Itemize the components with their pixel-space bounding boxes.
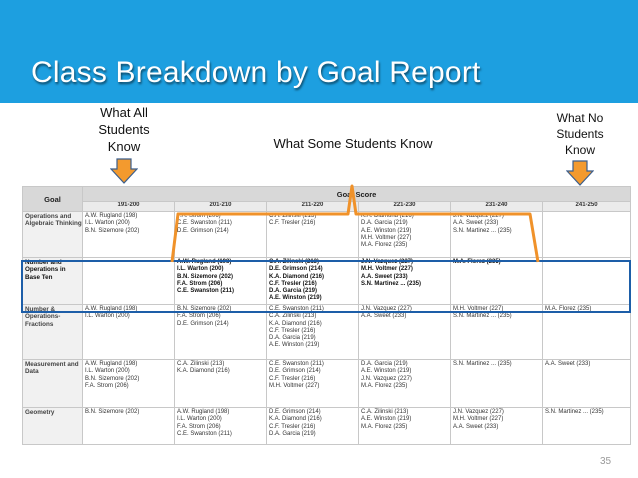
student-entry: D.E. Grimson (214) [269,266,323,273]
student-entry: F.A. Strom (206) [177,313,221,320]
goal-name-line: Number and [25,259,62,266]
student-entry: C.E. Swanston (211) [177,288,235,295]
score-range-cell [359,212,451,258]
down-arrow-shape [567,161,593,185]
callout-line: Know [564,143,596,157]
score-range-cell [83,258,175,305]
score-range-cell [175,305,267,360]
table-row [23,360,631,408]
score-range-cell [543,360,631,408]
student-entry: I.L. Warton (200) [85,220,130,227]
student-entry: C.E. Swanston (211) [269,306,324,312]
goal-name-line: Operations and [25,213,72,220]
student-entry: F.A. Strom (206) [177,423,221,430]
score-range-cell [359,360,451,408]
student-entry: C.F. Tresler (216) [269,280,317,287]
student-entry: C.E. Swanston (211) [269,361,324,367]
student-entry: C.F. Tresler (216) [269,375,316,382]
student-entry: A.W. Rugland (198) [85,306,138,312]
student-entry: A.W. Rugland (198) [177,409,230,415]
score-range-header: 201-210 [175,202,267,212]
student-entry: A.E. Winston (219) [269,295,322,302]
student-entry: D.A. Garcia (219) [361,220,408,227]
score-range-cell [543,408,631,445]
callout-line: What No [556,111,604,125]
student-entry: K.A. Diamond (216) [177,368,230,375]
student-entry: J.N. Vazquez (227) [361,375,412,382]
student-entry: M.A. Florez (235) [545,306,592,312]
student-entry: M.H. Voltmer (227) [453,416,504,423]
down-arrow-icon [110,158,138,184]
student-entry: J.N. Vazquez (227) [453,409,504,415]
student-entry: A.E. Winston (219) [361,227,412,234]
score-range-header: 241-250 [543,202,631,212]
goal-name-cell [23,212,83,258]
student-entry: F.A. Strom (206) [177,213,221,219]
student-entry: D.E. Grimson (214) [177,320,229,327]
student-entry: K.A. Diamond (216) [361,213,414,219]
score-range-cell [543,305,631,360]
student-entry: C.F. Tresler (216) [269,423,316,430]
student-entry: B.N. Sizemore (202) [85,409,140,415]
student-entry: D.E. Grimson (214) [177,227,229,234]
student-entry: I.L. Warton (200) [177,416,222,423]
student-entry: A.A. Sweet (233) [453,423,499,430]
callout-line: Students [98,122,150,137]
callout-line: Know [107,139,141,154]
goal-score-table [22,186,631,445]
score-range-cell [175,408,267,445]
student-entry: C.A. Zilinski (213) [269,213,317,219]
goal-name-line: Operations in [25,266,66,274]
score-range-header: 191-200 [83,202,175,212]
score-range-cell [267,360,359,408]
score-range-cell [543,212,631,258]
student-entry: A.A. Sweet (233) [545,361,591,367]
student-entry: K.A. Diamond (216) [269,320,322,327]
goal-name-line: Operations- [25,313,61,321]
score-range-cell [451,360,543,408]
student-entry: I.L. Warton (200) [85,313,130,320]
score-range-cell [451,408,543,445]
student-entry: A.A. Sweet (233) [361,313,407,320]
score-range-header-row [23,202,631,212]
score-range-header: 221-230 [359,202,451,212]
table-row [23,305,631,360]
callout-line: What All [100,105,148,120]
score-range-cell [451,258,543,305]
goal-name-line: Algebraic Thinking [25,220,82,228]
student-entry: A.E. Winston (219) [361,368,412,375]
goal-name-cell [23,408,83,445]
score-range-cell [267,408,359,445]
score-range-cell [359,408,451,445]
score-range-cell [359,258,451,305]
student-entry: C.F. Tresler (216) [269,327,316,334]
student-entry: C.A. Zilinski (213) [269,259,320,265]
goal-name-cell [23,305,83,360]
score-range-header: 231-240 [451,202,543,212]
callout-what-no-students-know [540,110,620,158]
student-entry: C.A. Zilinski (213) [177,361,225,367]
student-entry: B.N. Sizemore (202) [85,227,140,234]
down-arrow-icon [566,160,594,186]
student-entry: D.E. Grimson (214) [269,409,321,415]
student-entry: S.N. Martinez ... (235) [545,409,604,415]
score-range-cell [451,212,543,258]
callout-line: Students [556,127,604,141]
slide-number: 35 [600,456,612,467]
student-entry: I.L. Warton (200) [177,266,224,273]
slide-title: Class Breakdown by Goal Report [31,56,481,89]
goal-name-cell [23,360,83,408]
score-range-cell [359,305,451,360]
goal-name-line: Fractions [25,320,54,328]
student-entry: A.A. Sweet (233) [361,273,408,280]
score-range-cell [543,258,631,305]
student-entry: M.A. Florez (235) [361,423,408,430]
student-entry: M.H. Voltmer (227) [361,234,412,241]
student-entry: C.F. Tresler (216) [269,220,316,227]
score-range-cell [267,212,359,258]
goal-name-line: Base Ten [25,273,53,281]
goal-name-line: Measurement and [25,361,79,368]
student-entry: K.A. Diamond (216) [269,416,322,423]
student-entry: J.N. Vazquez (227) [361,259,414,265]
student-entry: D.A. Garcia (219) [269,430,316,437]
student-entry: S.N. Martinez ... (235) [453,361,512,367]
student-entry: M.A. Florez (235) [453,259,501,265]
table-header-row [23,187,631,202]
student-entry: F.A. Strom (206) [85,382,129,389]
class-breakdown-table [22,186,630,463]
student-entry: A.W. Rugland (198) [85,361,138,367]
score-range-cell [267,258,359,305]
goal-name-cell [23,258,83,305]
callout-what-all-students-know [84,104,164,155]
student-entry: A.E. Winston (219) [269,342,320,349]
student-entry: S.N. Martinez ... (235) [361,280,422,287]
student-entry: C.A. Zilinski (213) [269,313,317,320]
score-range-cell [451,305,543,360]
student-entry: J.N. Vazquez (227) [453,213,504,219]
student-entry: M.A. Florez (235) [361,242,408,249]
student-entry: I.L. Warton (200) [85,368,130,375]
student-entry: B.N. Sizemore (202) [177,306,232,312]
student-entry: J.N. Vazquez (227) [361,306,412,312]
goal-column-header: Goal [23,187,83,212]
score-range-cell [83,305,175,360]
table-row [23,408,631,445]
student-entry: M.A. Florez (235) [361,382,408,389]
student-entry: C.A. Zilinski (213) [361,409,409,415]
student-entry: C.E. Swanston (211) [177,430,232,437]
score-range-cell [83,360,175,408]
score-range-cell [267,305,359,360]
student-entry: D.A. Garcia (219) [269,288,318,295]
score-range-cell [83,408,175,445]
table-row [23,258,631,305]
student-entry: A.W. Rugland (198) [85,213,138,219]
student-entry: D.A. Garcia (219) [361,361,408,367]
score-range-cell [175,258,267,305]
table-body [23,212,631,445]
score-range-cell [175,360,267,408]
student-entry: M.H. Voltmer (227) [361,266,413,273]
goal-name-line: Geometry [25,409,55,416]
student-entry: F.A. Strom (206) [177,280,223,287]
student-entry: A.W. Rugland (198) [177,259,232,265]
student-entry: K.A. Diamond (216) [269,273,325,280]
goal-score-header: Goal Score [83,187,631,202]
student-entry: M.H. Voltmer (227) [269,382,320,389]
student-entry: S.N. Martinez ... (235) [453,313,512,320]
callout-what-some-students-know: What Some Students Know [273,136,433,151]
score-range-cell [83,212,175,258]
student-entry: M.H. Voltmer (227) [453,306,504,312]
goal-name-line: Data [25,368,39,376]
table-row [23,212,631,258]
student-entry: C.E. Swanston (211) [177,220,232,227]
student-entry: D.A. Garcia (219) [269,335,316,342]
student-entry: A.A. Sweet (233) [453,220,499,227]
student-entry: S.N. Martinez ... (235) [453,227,512,234]
student-entry: B.N. Sizemore (202) [85,375,140,382]
student-entry: D.E. Grimson (214) [269,368,321,375]
student-entry: A.E. Winston (219) [361,416,412,423]
down-arrow-shape [111,159,137,183]
goal-name-line: Number & [25,306,56,313]
score-range-header: 211-220 [267,202,359,212]
student-entry: B.N. Sizemore (202) [177,273,234,280]
score-range-cell [175,212,267,258]
